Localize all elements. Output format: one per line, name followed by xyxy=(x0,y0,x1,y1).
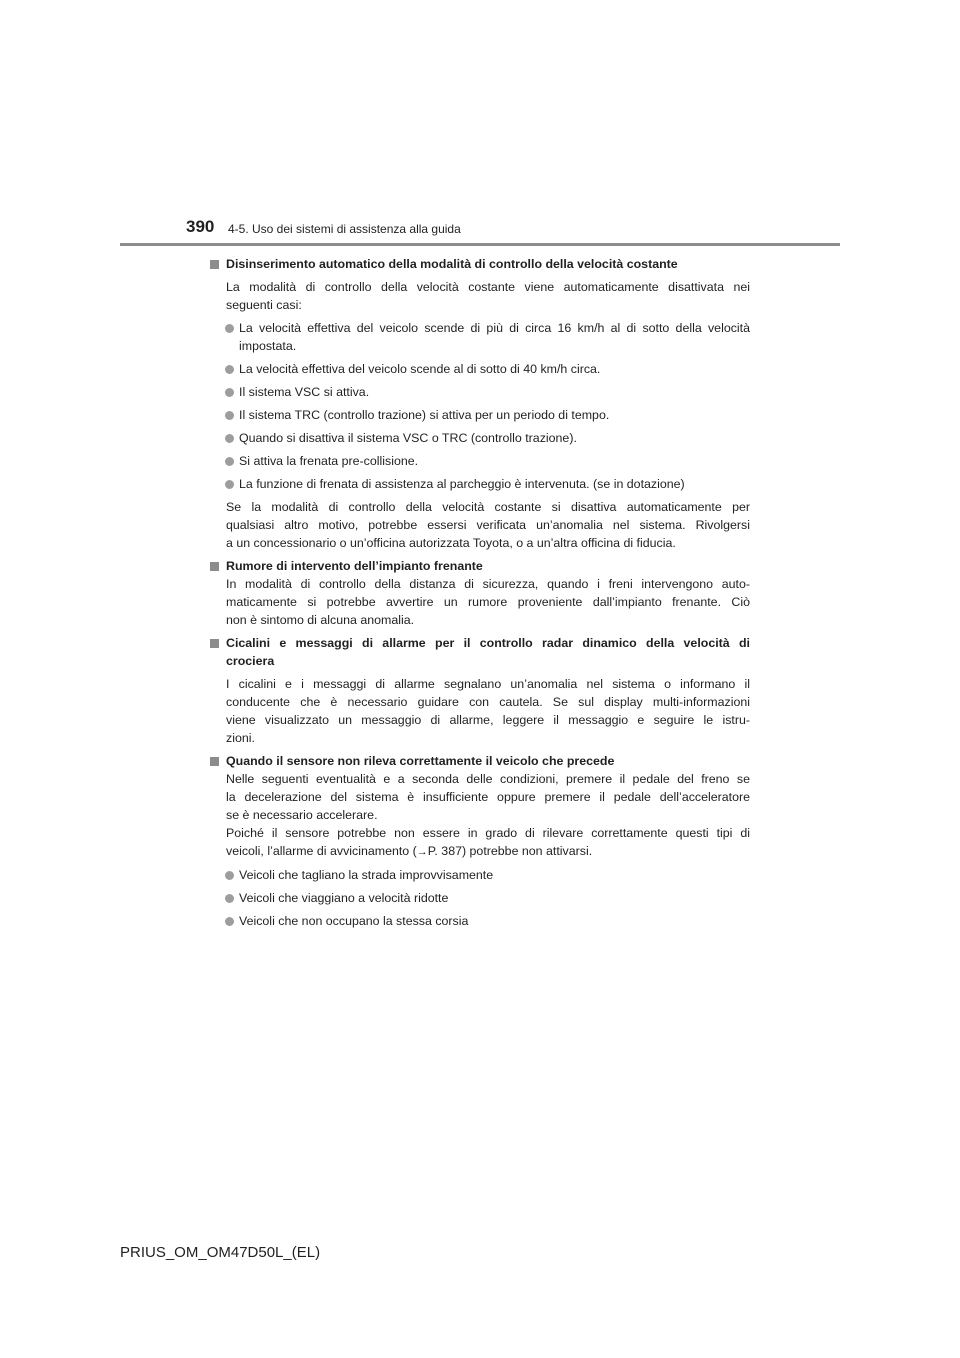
circle-bullet-icon xyxy=(225,411,234,420)
page-number: 390 xyxy=(186,217,215,236)
text-line: zioni. xyxy=(226,731,255,745)
square-bullet-icon xyxy=(210,562,219,571)
content xyxy=(210,255,750,930)
text-line: La modalità di controllo della velocità costante viene automaticamente disattivata nei xyxy=(226,280,750,294)
heading-text: Disinserimento automatico della modalità di controllo della velocità costante xyxy=(226,257,678,271)
header-rule xyxy=(120,243,840,246)
text-fragment: veicoli, l’allarme di avvicinamento ( xyxy=(226,844,417,858)
section-sensor-detection xyxy=(210,752,750,930)
text-line: Nelle seguenti eventualità e a seconda delle condizioni, premere il pedale del freno se xyxy=(226,772,750,786)
square-bullet-icon xyxy=(210,260,219,269)
circle-bullet-icon xyxy=(225,434,234,443)
list-item xyxy=(210,912,750,930)
list-item xyxy=(210,429,750,447)
paragraph xyxy=(210,278,750,314)
heading-text: crociera xyxy=(226,654,275,668)
text-line: Poiché il sensore potrebbe non essere in grado di rilevare correttamente questi tipi di xyxy=(226,826,750,840)
text-line: viene visualizzato un messaggio di allarme, leggere il messaggio e seguire le istru- xyxy=(226,713,750,727)
section-heading xyxy=(210,557,750,575)
paragraph xyxy=(210,575,750,629)
text-line: La velocità effettiva del veicolo scende al di sotto di 40 km/h circa. xyxy=(239,362,601,376)
text-line: In modalità di controllo della distanza di sicurezza, quando i freni intervengono auto- xyxy=(226,577,750,591)
section-heading xyxy=(210,634,750,670)
list-item xyxy=(210,866,750,884)
section-title: 4-5. Uso dei sistemi di assistenza alla guida xyxy=(228,222,461,236)
text-line: La velocità effettiva del veicolo scende di più di circa 16 km/h al di sotto della velocità xyxy=(239,321,750,335)
paragraph xyxy=(210,498,750,552)
text-line: a un concessionario o un’officina autorizzata Toyota, o a un’altra officina di fiducia. xyxy=(226,536,676,550)
list-item xyxy=(210,406,750,424)
text-line: Veicoli che viaggiano a velocità ridotte xyxy=(239,891,449,905)
page-reference-link[interactable]: P. 387) potrebbe non attivarsi. xyxy=(427,844,593,858)
list-item xyxy=(210,383,750,401)
text-line: Il sistema TRC (controllo trazione) si attiva per un periodo di tempo. xyxy=(239,408,610,422)
section-auto-cancel xyxy=(210,255,750,552)
heading-text: Quando il sensore non rileva correttamente il veicolo che precede xyxy=(226,754,615,768)
text-line: Se la modalità di controllo della velocità costante si disattiva automaticamente per xyxy=(226,500,750,514)
text-line: La funzione di frenata di assistenza al parcheggio è intervenuta. (se in dotazione) xyxy=(239,477,685,491)
circle-bullet-icon xyxy=(225,457,234,466)
arrow-right-icon: → xyxy=(416,846,428,858)
text-line: la decelerazione del sistema è insufficiente oppure premere il pedale dell’acceleratore xyxy=(226,790,750,804)
heading-text: Rumore di intervento dell’impianto frenante xyxy=(226,559,483,573)
list-item xyxy=(210,475,750,493)
text-line: Si attiva la frenata pre-collisione. xyxy=(239,454,419,468)
text-line: Veicoli che non occupano la stessa corsia xyxy=(239,914,469,928)
text-line: I cicalini e i messaggi di allarme segnalano un’anomalia nel sistema o informano il xyxy=(226,677,750,691)
text-line: Il sistema VSC si attiva. xyxy=(239,385,370,399)
heading-text: Cicalini e messaggi di allarme per il controllo radar dinamico della velocità di xyxy=(226,636,750,650)
text-line: Quando si disattiva il sistema VSC o TRC (controllo trazione). xyxy=(239,431,577,445)
text-line: qualsiasi altro motivo, potrebbe essersi verificata un’anomalia nel sistema. Rivolgersi xyxy=(226,518,750,532)
circle-bullet-icon xyxy=(225,894,234,903)
circle-bullet-icon xyxy=(225,917,234,926)
section-heading xyxy=(210,255,750,273)
circle-bullet-icon xyxy=(225,365,234,374)
text-line: Veicoli che tagliano la strada improvvisamente xyxy=(239,868,494,882)
list-item xyxy=(210,360,750,378)
list-item xyxy=(210,319,750,355)
section-brake-noise xyxy=(210,557,750,629)
text-line: seguenti casi: xyxy=(226,298,302,312)
text-line: se è necessario accelerare. xyxy=(226,808,378,822)
square-bullet-icon xyxy=(210,639,219,648)
text-line: maticamente si potrebbe avvertire un rumore proveniente dall’impianto frenante. Ciò xyxy=(226,595,750,609)
circle-bullet-icon xyxy=(225,480,234,489)
list-item xyxy=(210,452,750,470)
text-line: non è sintomo di alcuna anomalia. xyxy=(226,613,415,627)
paragraph xyxy=(210,675,750,747)
text-line xyxy=(226,842,750,861)
text-line: impostata. xyxy=(239,339,297,353)
square-bullet-icon xyxy=(210,757,219,766)
section-heading xyxy=(210,752,750,770)
circle-bullet-icon xyxy=(225,324,234,333)
list-item xyxy=(210,889,750,907)
circle-bullet-icon xyxy=(225,871,234,880)
section-buzzers-warnings xyxy=(210,634,750,747)
circle-bullet-icon xyxy=(225,388,234,397)
text-line: conducente che è necessario guidare con cautela. Se sul display multi-informazioni xyxy=(226,695,750,709)
paragraph xyxy=(210,770,750,861)
footer-doc-code: PRIUS_OM_OM47D50L_(EL) xyxy=(120,1244,321,1261)
